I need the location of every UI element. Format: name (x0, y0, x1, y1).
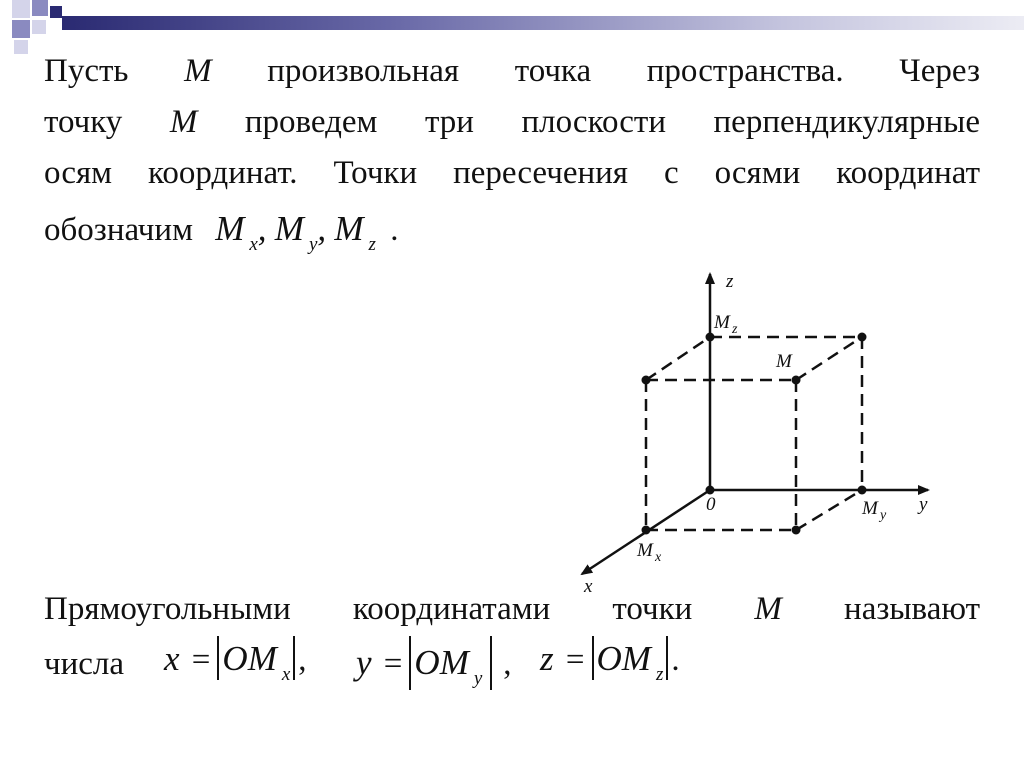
point-dot (792, 526, 801, 535)
label-mz: M (714, 312, 730, 333)
label-mx-sub: x (655, 550, 662, 565)
formula-y: y = OM $_y$ , (356, 636, 512, 696)
label-x: x (584, 576, 593, 597)
abs-bar (592, 636, 594, 680)
abs-bar (217, 636, 219, 680)
point-dot (858, 333, 867, 342)
point-my: M $_y$ (274, 209, 318, 255)
label-mx: M (637, 540, 653, 561)
text-line: осям координат. Точки пересечения с осями координат (44, 155, 980, 191)
point-dot (706, 333, 715, 342)
abs-bar (409, 636, 411, 690)
point-dot (792, 376, 801, 385)
text-line: точку M проведем три плоскости перпендикулярные (44, 104, 980, 140)
point-m: M (184, 53, 212, 89)
text-line: Пусть M произвольная точка пространства. Через (44, 53, 980, 89)
dashed-edge (646, 337, 710, 380)
label-m: M (776, 351, 792, 372)
abs-bar (293, 636, 295, 680)
dashed-edge (796, 337, 862, 380)
label-origin: 0 (706, 494, 716, 515)
point-dot (642, 376, 651, 385)
point-m: M (754, 591, 782, 627)
label-my: M (862, 498, 878, 519)
formula-x: x = OM $_x$ , (164, 636, 307, 696)
label-z: z (726, 271, 734, 292)
text-line: числа (44, 646, 125, 682)
abs-bar (490, 636, 492, 690)
label-my-sub: y (880, 508, 887, 523)
dashed-edge (796, 490, 862, 530)
point-m: M (169, 104, 198, 140)
text-line: обозначим M $_x$, M $_y$, M $_z$ . (44, 209, 399, 255)
text-line: Прямоугольными координатами точки M называют (44, 591, 980, 627)
label-mz-sub: z (732, 322, 738, 337)
label-y: y (919, 494, 928, 515)
point-mz: M $_z$ (334, 209, 376, 255)
formula-z: z = OM $_z$ . (540, 636, 680, 696)
abs-bar (666, 636, 668, 680)
point-mx: M $_x$ (215, 209, 258, 255)
point-dot (642, 526, 651, 535)
point-dot (858, 486, 867, 495)
